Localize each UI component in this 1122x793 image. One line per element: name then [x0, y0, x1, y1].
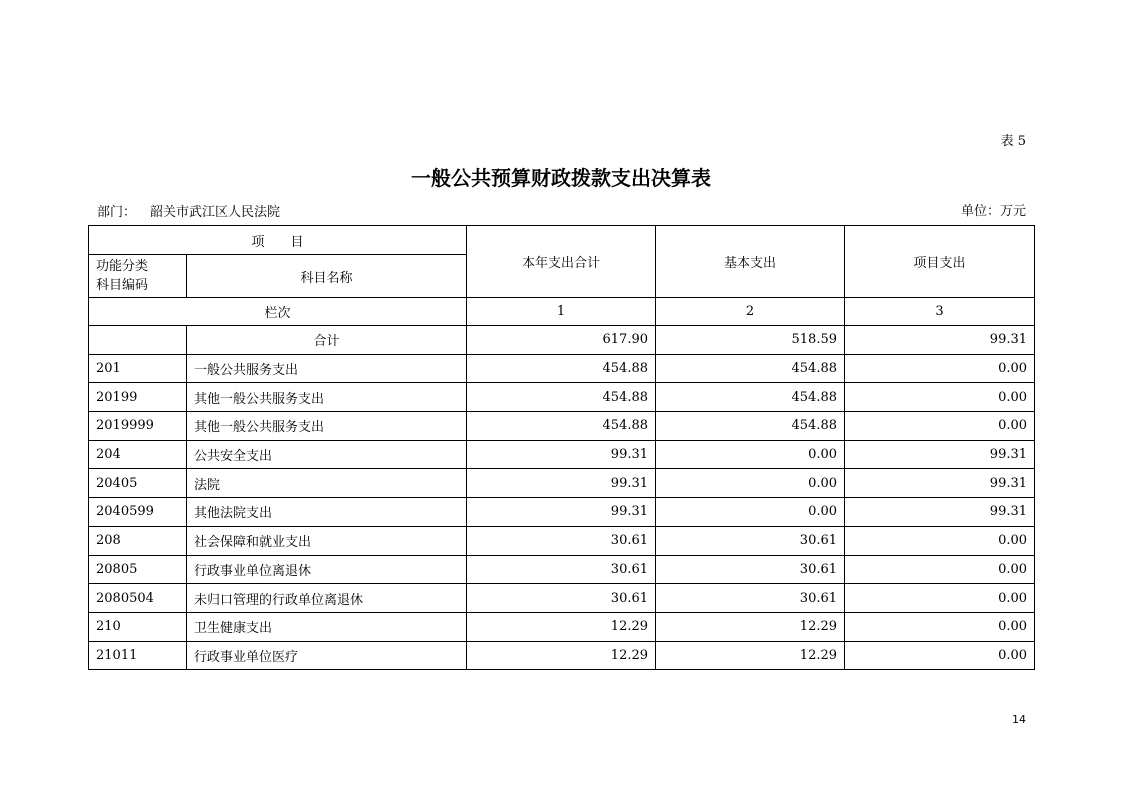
summary-label: 合计: [187, 326, 467, 355]
row-basic: 30.61: [656, 555, 845, 584]
row-name: 行政事业单位离退休: [187, 555, 467, 584]
row-name: 一般公共服务支出: [187, 354, 467, 383]
table-row: [89, 440, 1035, 469]
row-project: 0.00: [845, 383, 1035, 412]
row-name: 公共安全支出: [187, 440, 467, 469]
row-name: 法院: [187, 469, 467, 498]
row-basic: 454.88: [656, 383, 845, 412]
row-project: 0.00: [845, 354, 1035, 383]
table-row: [89, 354, 1035, 383]
column-index-2: 2: [656, 298, 845, 326]
row-code: 210: [89, 612, 187, 641]
row-name: 其他一般公共服务支出: [187, 412, 467, 441]
row-project: 0.00: [845, 555, 1035, 584]
row-project: 99.31: [845, 498, 1035, 527]
table-row: [89, 469, 1035, 498]
table-number-label: 表 5: [1000, 134, 1026, 149]
table-row: [89, 555, 1035, 584]
header-code: [89, 255, 187, 298]
header-row-group: [89, 226, 1035, 255]
row-project: 99.31: [845, 469, 1035, 498]
header-basic: 基本支出: [656, 226, 845, 298]
row-basic: 12.29: [656, 641, 845, 670]
row-project: 0.00: [845, 526, 1035, 555]
row-name: 社会保障和就业支出: [187, 526, 467, 555]
row-name: 其他法院支出: [187, 498, 467, 527]
row-name: 未归口管理的行政单位离退休: [187, 584, 467, 613]
row-total: 12.29: [467, 641, 656, 670]
row-name: 其他一般公共服务支出: [187, 383, 467, 412]
row-project: 0.00: [845, 612, 1035, 641]
column-index-row: [89, 298, 1035, 326]
document-title: 一般公共预算财政拨款支出决算表: [411, 166, 711, 190]
row-total: 454.88: [467, 354, 656, 383]
department-name: 韶关市武江区人民法院: [150, 205, 281, 220]
summary-basic: 518.59: [656, 326, 845, 355]
row-total: 99.31: [467, 469, 656, 498]
row-basic: 0.00: [656, 498, 845, 527]
summary-code: [89, 326, 187, 355]
header-total: 本年支出合计: [467, 226, 656, 298]
row-total: 30.61: [467, 584, 656, 613]
row-code: 21011: [89, 641, 187, 670]
row-total: 99.31: [467, 498, 656, 527]
row-code: 201: [89, 354, 187, 383]
row-code: 20199: [89, 383, 187, 412]
row-code: 2040599: [89, 498, 187, 527]
row-total: 30.61: [467, 555, 656, 584]
page-number: 14: [1012, 713, 1026, 726]
header-code-line2: 科目编码: [96, 278, 149, 293]
row-total: 454.88: [467, 412, 656, 441]
row-code: 20805: [89, 555, 187, 584]
table-row: [89, 412, 1035, 441]
table-row: [89, 612, 1035, 641]
table-row: [89, 383, 1035, 412]
header-item-group: 项 目: [89, 226, 467, 255]
row-name: 行政事业单位医疗: [187, 641, 467, 670]
row-code: 208: [89, 526, 187, 555]
department-label: 部门：: [97, 205, 137, 220]
row-basic: 454.88: [656, 354, 845, 383]
header-project: 项目支出: [845, 226, 1035, 298]
row-basic: 0.00: [656, 469, 845, 498]
row-basic: 0.00: [656, 440, 845, 469]
row-code: 20405: [89, 469, 187, 498]
column-index-3: 3: [845, 298, 1035, 326]
row-total: 12.29: [467, 612, 656, 641]
table-row: [89, 498, 1035, 527]
header-code-line1: 功能分类: [96, 259, 149, 274]
expenditure-table: [88, 225, 1035, 670]
summary-row: [89, 326, 1035, 355]
row-code: 2080504: [89, 584, 187, 613]
department-line: [97, 201, 280, 220]
summary-project: 99.31: [845, 326, 1035, 355]
header-name: 科目名称: [187, 255, 467, 298]
table-row: [89, 641, 1035, 670]
row-code: 2019999: [89, 412, 187, 441]
summary-total: 617.90: [467, 326, 656, 355]
row-project: 0.00: [845, 641, 1035, 670]
column-index-label: 栏次: [89, 298, 467, 326]
row-project: 99.31: [845, 440, 1035, 469]
row-name: 卫生健康支出: [187, 612, 467, 641]
row-total: 99.31: [467, 440, 656, 469]
unit-label: 单位：万元: [960, 204, 1026, 219]
row-basic: 30.61: [656, 526, 845, 555]
row-total: 454.88: [467, 383, 656, 412]
row-basic: 454.88: [656, 412, 845, 441]
row-total: 30.61: [467, 526, 656, 555]
row-project: 0.00: [845, 584, 1035, 613]
row-code: 204: [89, 440, 187, 469]
table-row: [89, 584, 1035, 613]
column-index-1: 1: [467, 298, 656, 326]
row-basic: 12.29: [656, 612, 845, 641]
row-basic: 30.61: [656, 584, 845, 613]
row-project: 0.00: [845, 412, 1035, 441]
table-row: [89, 526, 1035, 555]
